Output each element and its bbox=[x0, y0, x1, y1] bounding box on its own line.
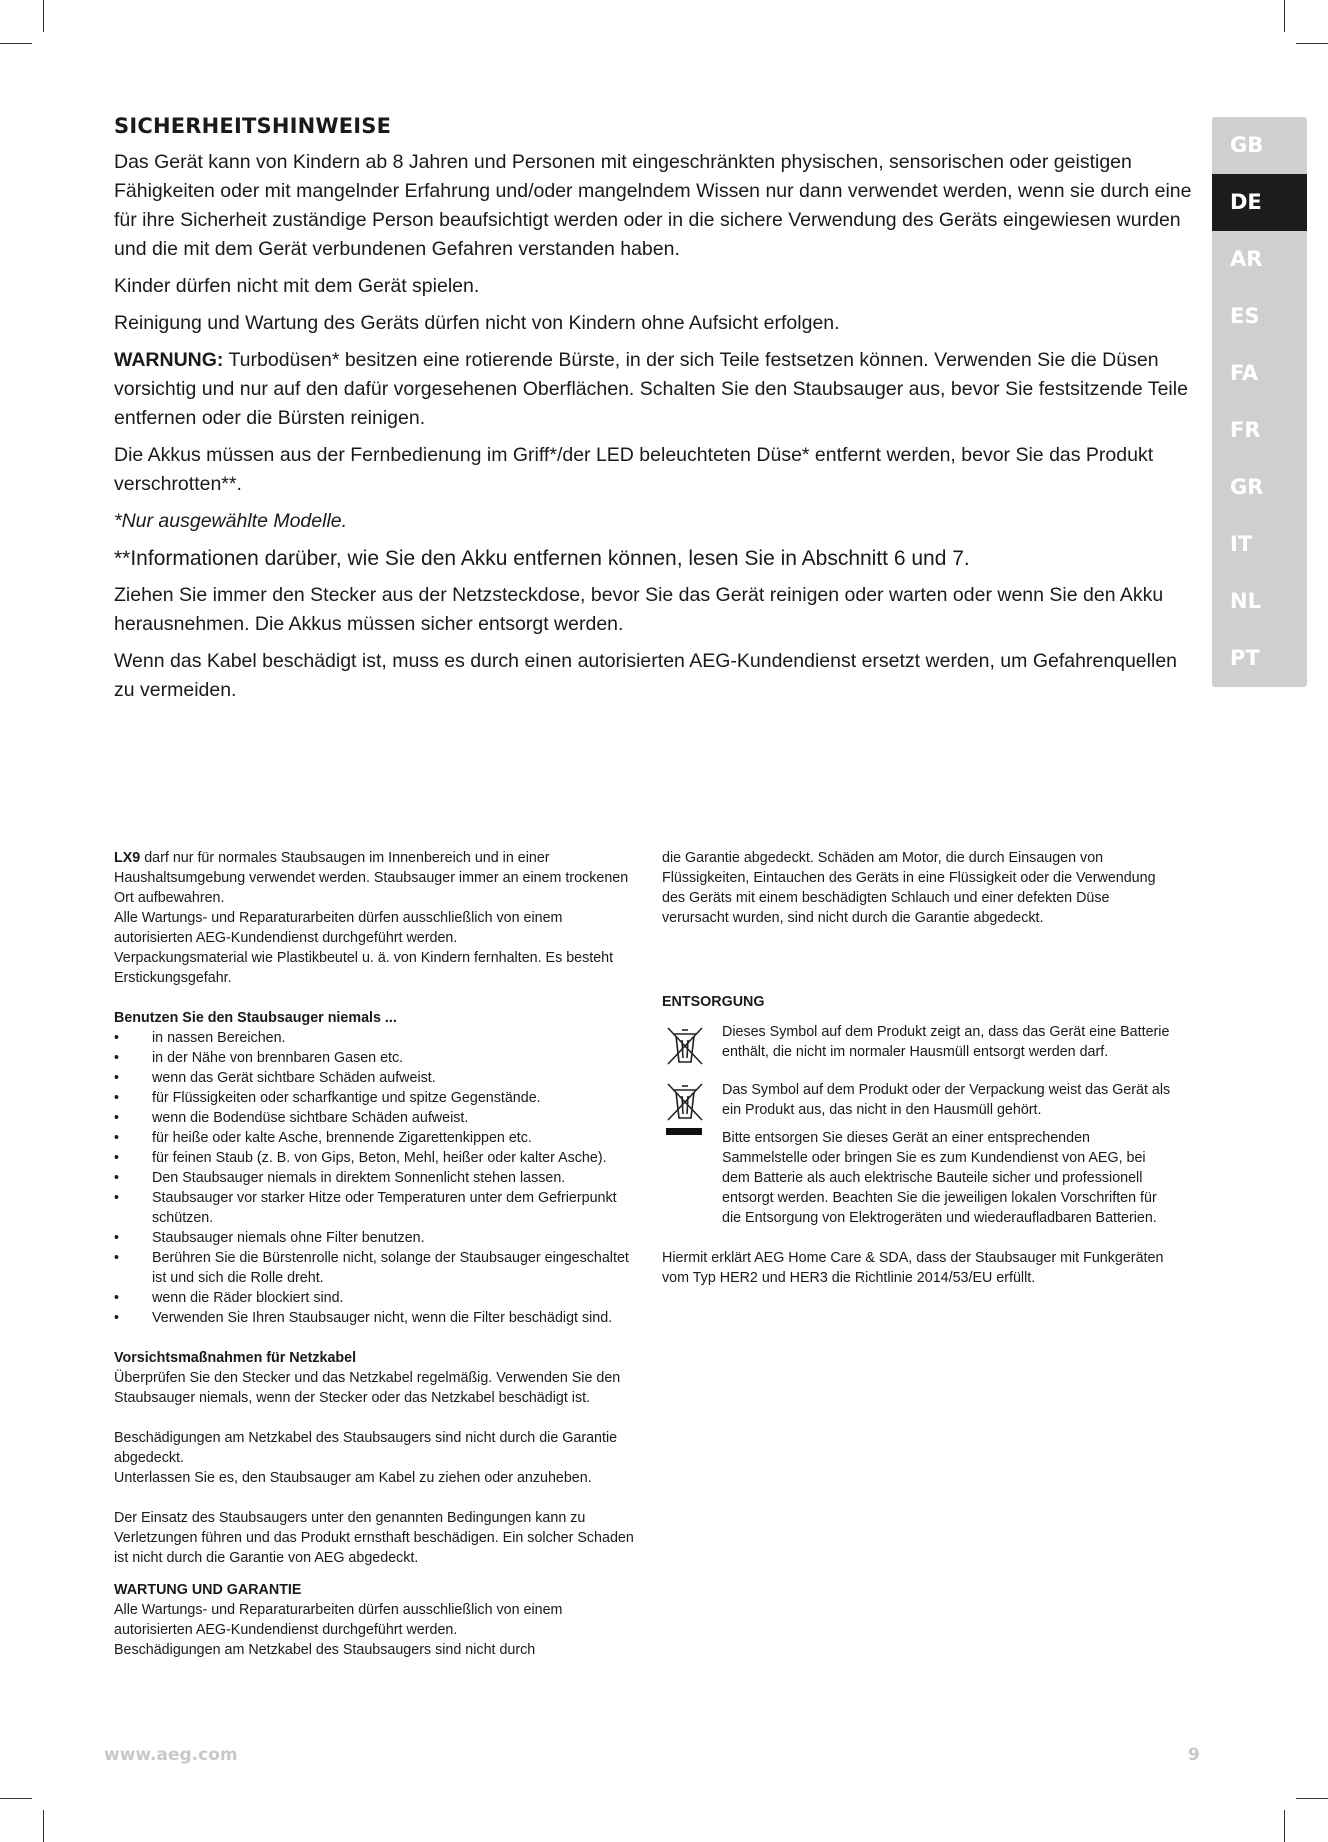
packaging-paragraph: Verpackungsmaterial wie Plastikbeutel u. ä. von Kindern fernhalten. Es besteht Erstickungsgefahr. bbox=[114, 950, 614, 986]
list-item: • Staubsauger niemals ohne Filter benutzen. bbox=[114, 1230, 425, 1246]
bullet: • bbox=[114, 1310, 120, 1326]
tab-de[interactable]: DE bbox=[1212, 174, 1307, 231]
list-item: • wenn das Gerät sichtbare Schäden aufweist. bbox=[114, 1070, 436, 1086]
cable-heading: Vorsichtsmaßnahmen für Netzkabel bbox=[114, 1350, 357, 1366]
service-paragraph: Alle Wartungs- und Reparaturarbeiten dürfen ausschließlich von einem autorisierten AEG-Kundendienst durchgeführt werden. bbox=[114, 910, 563, 946]
bullet: • bbox=[114, 1290, 120, 1306]
bullet: • bbox=[114, 1130, 120, 1146]
crop-mark bbox=[43, 0, 44, 32]
tab-it[interactable]: IT bbox=[1212, 516, 1307, 573]
declaration-paragraph: Hiermit erklärt AEG Home Care & SDA, dass der Staubsauger mit Funkgeräten vom Typ HER2 und HER3 die Richtlinie 2014/53/EU erfüllt. bbox=[662, 1250, 1164, 1286]
crop-mark bbox=[0, 43, 32, 44]
crop-mark bbox=[1284, 0, 1285, 32]
list-item: • Staubsauger vor starker Hitze oder Temperaturen unter dem Gefrierpunkt schützen. bbox=[114, 1190, 617, 1226]
left-column bbox=[114, 848, 634, 1660]
usage-paragraph bbox=[114, 848, 634, 908]
list-item: • für Flüssigkeiten oder scharfkantige und spitze Gegenstände. bbox=[114, 1090, 541, 1106]
cable-warranty-paragraph: Beschädigungen am Netzkabel des Staubsaugers sind nicht durch die Garantie abgedeckt. bbox=[114, 1430, 618, 1466]
battery-disposal-text: Dieses Symbol auf dem Produkt zeigt an, dass das Gerät eine Batterie enthält, die nicht im normaler Hausmüll entsorgt werden darf. bbox=[722, 1024, 1170, 1060]
list-item: • Berühren Sie die Bürstenrolle nicht, solange der Staubsauger eingeschaltet ist und sich die Rolle dreht. bbox=[114, 1250, 629, 1286]
bullet: • bbox=[114, 1090, 120, 1106]
bullet: • bbox=[114, 1050, 120, 1066]
crossed-bin-icon bbox=[662, 1080, 722, 1144]
bullet: • bbox=[114, 1190, 120, 1206]
never-use-list bbox=[114, 1028, 634, 1328]
warranty-heading: WARTUNG UND GARANTIE bbox=[114, 1582, 302, 1598]
crop-mark bbox=[1284, 1810, 1285, 1842]
disposal-instructions: Bitte entsorgen Sie dieses Gerät an einer entsprechenden Sammelstelle oder bringen Sie es zum Kundendienst von AEG, bei dem Batterie als auch elektrische Bauteile sicher und professionell entsorgt werden. Beachten Sie die jeweiligen lokalen Vorschriften für die Entsorgung von Elektrogeräten und wiederaufladbaren Batterien. bbox=[722, 1130, 1157, 1226]
crop-mark bbox=[1296, 43, 1328, 44]
never-use-heading: Benutzen Sie den Staubsauger niemals ... bbox=[114, 1010, 397, 1026]
list-item: • Verwenden Sie Ihren Staubsauger nicht, wenn die Filter beschädigt sind. bbox=[114, 1310, 613, 1326]
tab-pt[interactable]: PT bbox=[1212, 630, 1307, 687]
cable-damage-paragraph: Wenn das Kabel beschädigt ist, muss es durch einen autorisierten AEG-Kundendienst ersetzt werden, um Gefahrenquellen zu vermeiden. bbox=[114, 650, 1178, 701]
list-item: • in der Nähe von brennbaren Gasen etc. bbox=[114, 1050, 404, 1066]
intro-paragraph: Das Gerät kann von Kindern ab 8 Jahren und Personen mit eingeschränkten physischen, sensorischen oder geistigen Fähigkeiten oder mit mangelnder Erfahrung und/oder mangelndem Wissen nur dann verwendet werden, wenn sie durch eine für ihre Sicherheit zuständige Person beaufsichtigt werden oder in die sichere Verwendung des Geräts eingewiesen wurden und die mit dem Gerät verbundenen Gefahren verstanden haben. bbox=[114, 151, 1192, 260]
right-column bbox=[662, 848, 1172, 1288]
list-item: • für heiße oder kalte Asche, brennende Zigarettenkippen etc. bbox=[114, 1130, 532, 1146]
bullet: • bbox=[114, 1250, 120, 1266]
tab-gr[interactable]: GR bbox=[1212, 459, 1307, 516]
warranty-continued-paragraph: die Garantie abgedeckt. Schäden am Motor, die durch Einsaugen von Flüssigkeiten, Eintauchen des Geräts in eine Flüssigkeit oder die Verwendung des Geräts mit einem beschädigten Schlauch und einer defekten Düse verursacht wurden, sind nicht durch die Garantie abgedeckt. bbox=[662, 850, 1156, 926]
list-item: • Den Staubsauger niemals in direktem Sonnenlicht stehen lassen. bbox=[114, 1170, 566, 1186]
warning-paragraph bbox=[114, 346, 1194, 433]
crop-mark bbox=[1296, 1798, 1328, 1799]
tab-nl[interactable]: NL bbox=[1212, 573, 1307, 630]
crossed-bin-icon bbox=[662, 1022, 722, 1074]
page-number: 9 bbox=[1188, 1745, 1200, 1765]
warning-label: WARNUNG: bbox=[114, 349, 224, 371]
list-item: • für feinen Staub (z. B. von Gips, Beton, Mehl, heißer oder kalter Asche). bbox=[114, 1150, 607, 1166]
list-item: • wenn die Räder blockiert sind. bbox=[114, 1290, 344, 1306]
model-name: LX9 bbox=[114, 850, 141, 866]
tab-es[interactable]: ES bbox=[1212, 288, 1307, 345]
battery-paragraph: Die Akkus müssen aus der Fernbedienung im Griff*/der LED beleuchteten Düse* entfernt werden, bevor Sie das Produkt verschrotten**. bbox=[114, 444, 1154, 495]
children-play-paragraph: Kinder dürfen nicht mit dem Gerät spielen. bbox=[114, 275, 480, 297]
cable-paragraph: Überprüfen Sie den Stecker und das Netzkabel regelmäßig. Verwenden Sie den Staubsauger niemals, wenn der Stecker oder das Netzkabel beschädigt ist. bbox=[114, 1370, 621, 1406]
disposal-heading: ENTSORGUNG bbox=[662, 994, 765, 1010]
bullet: • bbox=[114, 1170, 120, 1186]
bullet: • bbox=[114, 1110, 120, 1126]
usage-text: darf nur für normales Staubsaugen im Innenbereich und in einer Haushaltsumgebung verwendet werden. Staubsauger immer an einem trockenen Ort aufbewahren. bbox=[114, 850, 629, 906]
warranty-paragraph-continued: Beschädigungen am Netzkabel des Staubsaugers sind nicht durch bbox=[114, 1642, 536, 1658]
footer-url[interactable]: www.aeg.com bbox=[104, 1745, 238, 1765]
crop-mark bbox=[43, 1810, 44, 1842]
crop-mark bbox=[0, 1798, 32, 1799]
bullet: • bbox=[114, 1070, 120, 1086]
tab-gb[interactable]: GB bbox=[1212, 117, 1307, 174]
tab-fa[interactable]: FA bbox=[1212, 345, 1307, 402]
warranty-paragraph: Alle Wartungs- und Reparaturarbeiten dürfen ausschließlich von einem autorisierten AEG-Kundendienst durchgeführt werden. bbox=[114, 1602, 563, 1638]
safety-section bbox=[114, 108, 1194, 713]
battery-disposal-row bbox=[662, 1022, 1172, 1074]
tab-fr[interactable]: FR bbox=[1212, 402, 1307, 459]
unplug-paragraph: Ziehen Sie immer den Stecker aus der Netzsteckdose, bevor Sie das Gerät reinigen oder warten oder wenn Sie den Akku herausnehmen. Die Akkus müssen sicher entsorgt werden. bbox=[114, 584, 1164, 635]
battery-info-note: **Informationen darüber, wie Sie den Akku entfernen können, lesen Sie in Abschnitt 6 und 7. bbox=[114, 547, 970, 570]
page-title: SICHERHEITSHINWEISE bbox=[114, 114, 392, 138]
bullet: • bbox=[114, 1230, 120, 1246]
list-item: • wenn die Bodendüse sichtbare Schäden aufweist. bbox=[114, 1110, 469, 1126]
bullet: • bbox=[114, 1150, 120, 1166]
product-disposal-text: Das Symbol auf dem Produkt oder der Verpackung weist das Gerät als ein Produkt aus, das nicht in den Hausmüll gehört. bbox=[722, 1082, 1171, 1118]
language-tabs bbox=[1212, 117, 1307, 687]
tab-ar[interactable]: AR bbox=[1212, 231, 1307, 288]
conditions-paragraph: Der Einsatz des Staubsaugers unter den genannten Bedingungen kann zu Verletzungen führen und das Produkt ernsthaft beschädigen. Ein solcher Schaden ist nicht durch die Garantie von AEG abgedeckt. bbox=[114, 1510, 634, 1566]
warning-text: Turbodüsen* besitzen eine rotierende Bürste, in der sich Teile festsetzen können. Verwenden Sie die Düsen vorsichtig und nur auf den dafür vorgesehenen Oberflächen. Schalten Sie den Staubsauger aus, bevor Sie festsitzende Teile entfernen oder die Bürsten reinigen. bbox=[114, 349, 1188, 429]
models-note: *Nur ausgewählte Modelle. bbox=[114, 510, 348, 532]
bullet: • bbox=[114, 1030, 120, 1046]
cable-pull-paragraph: Unterlassen Sie es, den Staubsauger am Kabel zu ziehen oder anzuheben. bbox=[114, 1470, 592, 1486]
cleaning-paragraph: Reinigung und Wartung des Geräts dürfen nicht von Kindern ohne Aufsicht erfolgen. bbox=[114, 312, 840, 334]
list-item: • in nassen Bereichen. bbox=[114, 1030, 286, 1046]
product-disposal-row bbox=[662, 1080, 1172, 1228]
